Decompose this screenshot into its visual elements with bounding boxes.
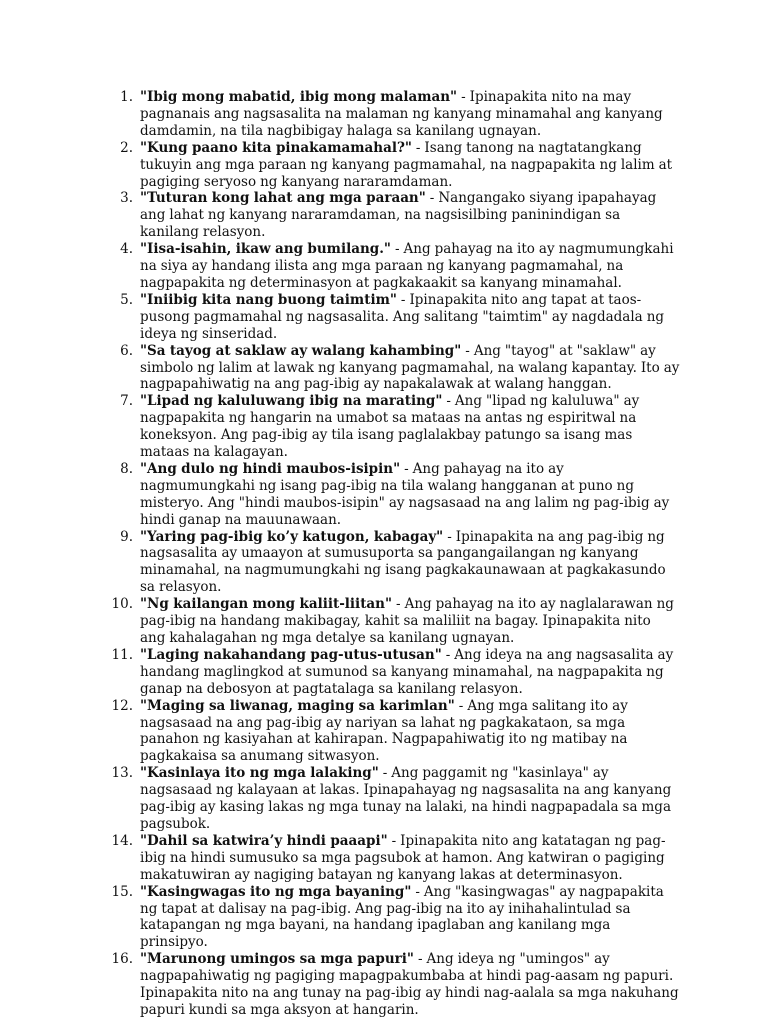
item-phrase: "Tuturan kong lahat ang mga paraan" — [140, 190, 426, 207]
item-phrase: "Dahil sa katwira’y hindi paaapi" — [140, 832, 388, 849]
list-item — [108, 529, 680, 597]
item-description: - Ang ideya ng "umingos" ay nagpapahiwatig ng pagiging mapagpakumbaba at hindi pag-aasam ng papuri. Ipinapakita nito na ang tunay na pag-ibig ay hindi nag-aalala sa mga nakuhang papuri kundi sa mga aksyon at hangarin. — [140, 951, 679, 1018]
item-phrase: "Iniibig kita nang buong taimtim" — [140, 291, 397, 308]
item-number: 11. — [111, 646, 133, 663]
item-number: 4. — [120, 241, 133, 258]
list-item — [108, 765, 680, 833]
item-number: 14. — [111, 832, 133, 849]
item-number: 12. — [111, 697, 133, 714]
item-phrase: "Maging sa liwanag, maging sa karimlan" — [140, 697, 455, 714]
list-item — [108, 89, 680, 140]
numbered-list — [108, 89, 680, 1019]
list-item — [108, 596, 680, 647]
item-description: - Ipinapakita na ang pag-ibig ng nagsasalita ay umaayon at sumusuporta sa pangangailangan ng kanyang minamahal, na nagmumungkahi ng isang pagkakaunawaan at pagkakasundo sa relasyon. — [140, 528, 666, 596]
item-number: 2. — [120, 139, 133, 156]
item-number: 10. — [111, 596, 133, 613]
item-body — [140, 343, 680, 394]
item-description: - Isang tanong na nagtatangkang tukuyin ang mga paraan ng kanyang pagmamahal, na nagpapakita ng lalim at pagiging seryoso ng kanyang nararamdaman. — [140, 139, 673, 190]
item-body — [140, 241, 680, 292]
item-phrase: "Yaring pag-ibig ko’y katugon, kabagay" — [140, 528, 444, 545]
list-item — [108, 647, 680, 698]
item-phrase: "Ng kailangan mong kaliit-liitan" — [140, 596, 393, 613]
item-description: - Ipinapakita nito ang tapat at taos-pusong pagmamahal ng nagsasalita. Ang salitang "taimtim" ay nagdadala ng ideya ng sinseridad. — [140, 291, 665, 342]
item-phrase: "Kasinlaya ito ng mga lalaking" — [140, 765, 379, 782]
list-item — [108, 292, 680, 343]
item-phrase: "Iisa-isahin, ikaw ang bumilang." — [140, 241, 391, 258]
item-phrase: "Laging nakahandang pag-utus-utusan" — [140, 646, 442, 663]
item-body — [140, 698, 680, 766]
item-phrase: "Ang dulo ng hindi maubos-isipin" — [140, 460, 401, 477]
item-body — [140, 89, 680, 140]
item-phrase: "Ibig mong mabatid, ibig mong malaman" — [140, 89, 458, 105]
item-description: - Nangangako siyang ipapahayag ang lahat ng kanyang nararamdaman, na nagsisilbing paninindigan sa kanilang relasyon. — [140, 190, 657, 241]
list-item — [108, 241, 680, 292]
list-item — [108, 190, 680, 241]
item-body — [140, 190, 680, 241]
item-phrase: "Sa tayog at saklaw ay walang kahambing" — [140, 342, 462, 359]
item-description: - Ipinapakita nito ang katatagan ng pag-ibig na hindi sumusuko sa mga pagsubok at hamon. Ang katwiran o pagiging makatuwiran ay nagiging batayan ng kanyang lakas at determinasyon. — [140, 832, 666, 883]
item-number: 8. — [120, 460, 133, 477]
item-number: 13. — [111, 765, 133, 782]
list-item — [108, 833, 680, 884]
item-number: 1. — [120, 89, 133, 105]
list-item — [108, 884, 680, 952]
list-item — [108, 951, 680, 1019]
list-item — [108, 698, 680, 766]
item-body — [140, 596, 680, 647]
item-description: - Ang mga salitang ito ay nagsasaad na ang pag-ibig ay nariyan sa lahat ng pagkakataon, sa mga panahon ng kasiyahan at kahirapan. Nagpapahiwatig ito ng matibay na pagkakaisa sa anumang sitwasyon. — [140, 697, 628, 765]
item-description: - Ang "kasingwagas" ay nagpapakita ng tapat at dalisay na pag-ibig. Ang pag-ibig na ito ay inihahalintulad sa katapangan ng mga bayani, na handang ipaglaban ang kanilang mga prinsipyo. — [140, 883, 664, 951]
item-body — [140, 292, 680, 343]
item-number: 7. — [120, 393, 133, 410]
item-number: 6. — [120, 342, 133, 359]
item-phrase: "Marunong umingos sa mga papuri" — [140, 951, 414, 968]
list-item — [108, 343, 680, 394]
item-number: 5. — [120, 291, 133, 308]
item-body — [140, 529, 680, 597]
item-body — [140, 951, 680, 1019]
item-body — [140, 393, 680, 461]
list-item — [108, 140, 680, 191]
item-number: 3. — [120, 190, 133, 207]
item-body — [140, 461, 680, 529]
item-phrase: "Lipad ng kaluluwang ibig na marating" — [140, 393, 443, 410]
item-description: - Ang paggamit ng "kasinlaya" ay nagsasaad ng kalayaan at lakas. Ipinapahayag ng nagsasalita na ang kanyang pag-ibig ay kasing lakas ng mga tunay na lalaki, na hindi nagpapadala sa mga pagsubok. — [140, 765, 672, 832]
item-number: 15. — [111, 883, 133, 900]
item-phrase: "Kung paano kita pinakamamahal?" — [140, 139, 412, 156]
item-body — [140, 884, 680, 952]
item-body — [140, 140, 680, 191]
item-description: - Ang pahayag na ito ay naglalarawan ng pag-ibig na handang makibagay, kahit sa maliliit na bagay. Ipinapakita nito ang kahalagahan ng mga detalye sa kanilang ugnayan. — [140, 596, 674, 646]
item-description: - Ang ideya na ang nagsasalita ay handang maglingkod at sumunod sa kanyang minamahal, na nagpapakita ng ganap na debosyon at pagtatalaga sa kanilang relasyon. — [140, 646, 674, 697]
item-description: - Ang "tayog" at "saklaw" ay simbolo ng lalim at lawak ng kanyang pagmamahal, na walang kapantay. Ito ay nagpapahiwatig na ang pag-ibig ay napakalawak at walang hanggan. — [140, 342, 680, 393]
item-body — [140, 765, 680, 833]
item-body — [140, 647, 680, 698]
item-description: - Ipinapakita nito na may pagnanais ang nagsasalita na malaman ng kanyang minamahal ang kanyang damdamin, na tila nagbibigay halaga sa kanilang ugnayan. — [140, 89, 663, 139]
list-item — [108, 393, 680, 461]
item-number: 16. — [111, 951, 133, 968]
item-number: 9. — [120, 528, 133, 545]
item-description: - Ang "lipad ng kaluluwa" ay nagpapakita ng hangarin na umabot sa mataas na antas ng espiritwal na koneksyon. Ang pag-ibig ay tila isang paglalakbay patungo sa isang mas mataas na kalagayan. — [140, 393, 640, 461]
item-description: - Ang pahayag na ito ay nagmumungkahi ng isang pag-ibig na tila walang hangganan at puno ng misteryo. Ang "hindi maubos-isipin" ay nagsasaad na ang lalim ng pag-ibig ay hindi ganap na mauunawaan. — [140, 460, 670, 528]
item-body — [140, 833, 680, 884]
item-description: - Ang pahayag na ito ay nagmumungkahi na siya ay handang ilista ang mga paraan ng kanyang pagmamahal, na nagpapakita ng determinasyon at pagkakaakit sa kanyang minamahal. — [140, 241, 674, 291]
list-item — [108, 461, 680, 529]
item-phrase: "Kasingwagas ito ng mga bayaning" — [140, 883, 412, 900]
